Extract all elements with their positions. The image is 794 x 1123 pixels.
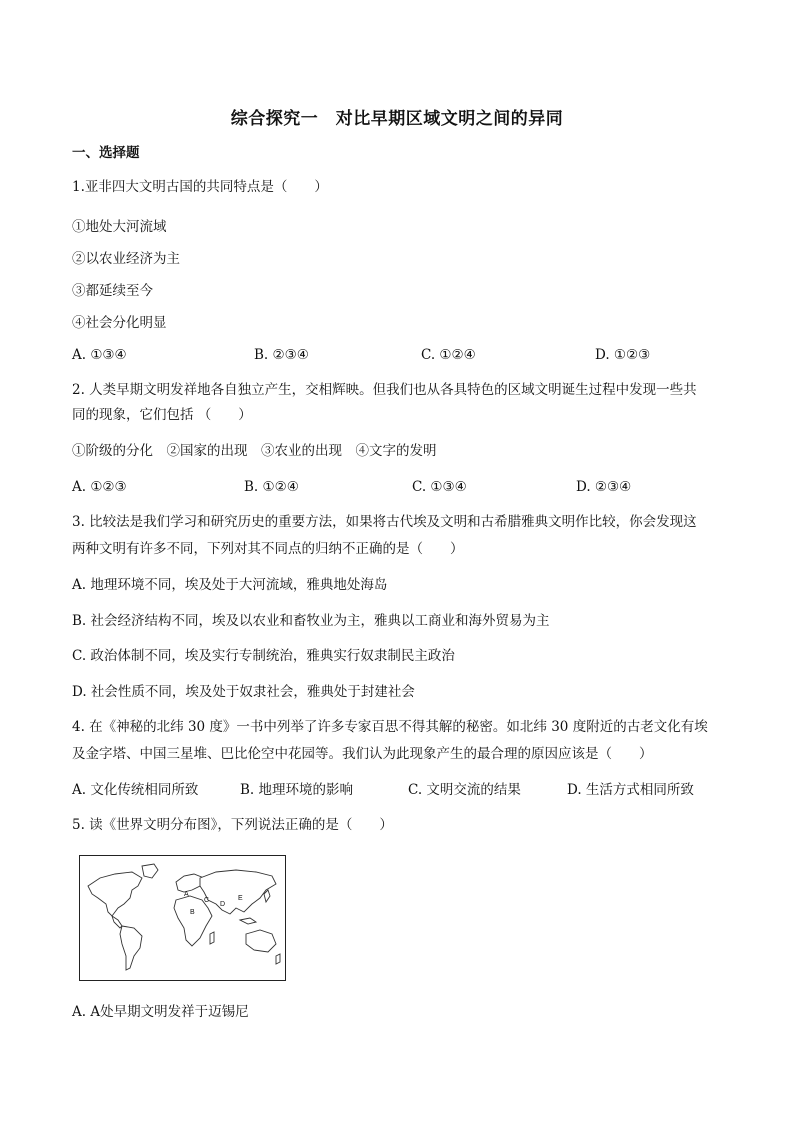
q4-option-d[interactable]: D. 生活方式相同所致	[567, 782, 694, 798]
section-heading: 一、选择题	[72, 145, 140, 161]
q4-stem-line2: 及金字塔、中国三星堆、巴比伦空中花园等。我们认为此现象产生的最合理的原因应该是（ ）	[72, 746, 653, 762]
q3-stem-line1: 3. 比较法是我们学习和研究历史的重要方法，如果将古代埃及文明和古希腊雅典文明作比较，你会发现这	[72, 514, 697, 530]
q1-item-3: ③都延续至今	[72, 283, 153, 299]
q1-option-d[interactable]: D. ①②③	[595, 347, 651, 363]
q1-item-4: ④社会分化明显	[72, 315, 167, 331]
q2-option-d[interactable]: D. ②③④	[576, 479, 632, 495]
q1-option-b[interactable]: B. ②③④	[254, 347, 309, 363]
q4-option-b[interactable]: B. 地理环境的影响	[240, 782, 354, 798]
q1-option-a[interactable]: A. ①③④	[72, 347, 127, 363]
q5-option-a[interactable]: A. A处早期文明发祥于迈锡尼	[72, 1004, 249, 1020]
q2-stem-line2: 同的现象，它们包括 （ ）	[72, 407, 252, 423]
q2-items: ①阶级的分化 ②国家的出现 ③农业的出现 ④文字的发明	[72, 443, 437, 459]
q5-stem: 5. 读《世界文明分布图》，下列说法正确的是（ ）	[72, 817, 393, 833]
q3-option-d[interactable]: D. 社会性质不同，埃及处于奴隶社会，雅典处于封建社会	[72, 684, 415, 700]
q1-item-2: ②以农业经济为主	[72, 251, 180, 267]
page-title: 综合探究一 对比早期区域文明之间的异同	[230, 109, 564, 129]
q1-option-c[interactable]: C. ①②④	[421, 347, 476, 363]
map-label-e: E	[238, 895, 243, 902]
map-label-c: C	[204, 897, 210, 904]
q3-option-b[interactable]: B. 社会经济结构不同，埃及以农业和畜牧业为主，雅典以工商业和海外贸易为主	[72, 613, 550, 629]
q2-stem-line1: 2. 人类早期文明发祥地各自独立产生，交相辉映。但我们也从各具特色的区域文明诞生过程中发现一些共	[72, 382, 697, 398]
q4-option-c[interactable]: C. 文明交流的结果	[408, 782, 521, 798]
q4-stem-line1: 4. 在《神秘的北纬 30 度》一书中列举了许多专家百思不得其解的秘密。如北纬 30 度附近的古老文化有埃	[72, 719, 708, 735]
q2-option-b[interactable]: B. ①②④	[244, 479, 299, 495]
q2-option-c[interactable]: C. ①③④	[412, 479, 467, 495]
world-map-drawing	[80, 856, 285, 980]
q3-stem-line2: 两种文明有许多不同，下列对其不同点的归纳不正确的是（ ）	[72, 541, 464, 557]
map-label-a: A	[184, 891, 189, 898]
q1-stem: 1.亚非四大文明古国的共同特点是（ ）	[72, 179, 328, 195]
q3-option-a[interactable]: A. 地理环境不同，埃及处于大河流域，雅典地处海岛	[72, 577, 388, 593]
q1-item-1: ①地处大河流域	[72, 219, 167, 235]
q3-option-c[interactable]: C. 政治体制不同，埃及实行专制统治，雅典实行奴隶制民主政治	[72, 648, 455, 664]
q2-option-a[interactable]: A. ①②③	[72, 479, 127, 495]
world-civilization-map	[79, 855, 286, 981]
q4-option-a[interactable]: A. 文化传统相同所致	[72, 782, 199, 798]
map-label-b: B	[190, 909, 195, 916]
map-label-d: D	[220, 901, 226, 908]
